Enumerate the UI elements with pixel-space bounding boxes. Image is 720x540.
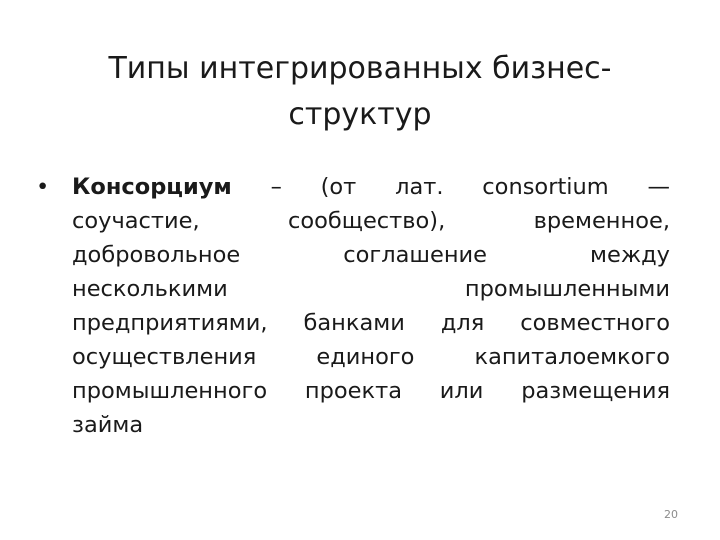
bullet-item-consortium xyxy=(36,170,670,442)
bullet-list xyxy=(36,170,670,442)
bullet-line-4: несколькими промышленными xyxy=(72,276,670,302)
bullet-line-7: промышленного проекта или размещения xyxy=(72,378,670,404)
bullet-marker: • xyxy=(36,174,50,200)
bullet-term: Консорциум xyxy=(72,174,232,200)
title-line-2: структур xyxy=(288,97,432,133)
page-number: 20 xyxy=(664,508,678,521)
title-line-1: Типы интегрированных бизнес- xyxy=(108,51,612,87)
bullet-line-8: займа xyxy=(72,412,144,438)
bullet-first-line-text: – (от лат. consortium — xyxy=(231,174,670,200)
bullet-line-1 xyxy=(72,170,670,204)
slide-title xyxy=(50,46,670,138)
bullet-line-3: добровольное соглашение между xyxy=(72,242,670,268)
bullet-line-2: соучастие, сообщество), временное, xyxy=(72,208,670,234)
bullet-line-6: осуществления единого капиталоемкого xyxy=(72,344,670,370)
bullet-line-5: предприятиями, банками для совместного xyxy=(72,310,670,336)
